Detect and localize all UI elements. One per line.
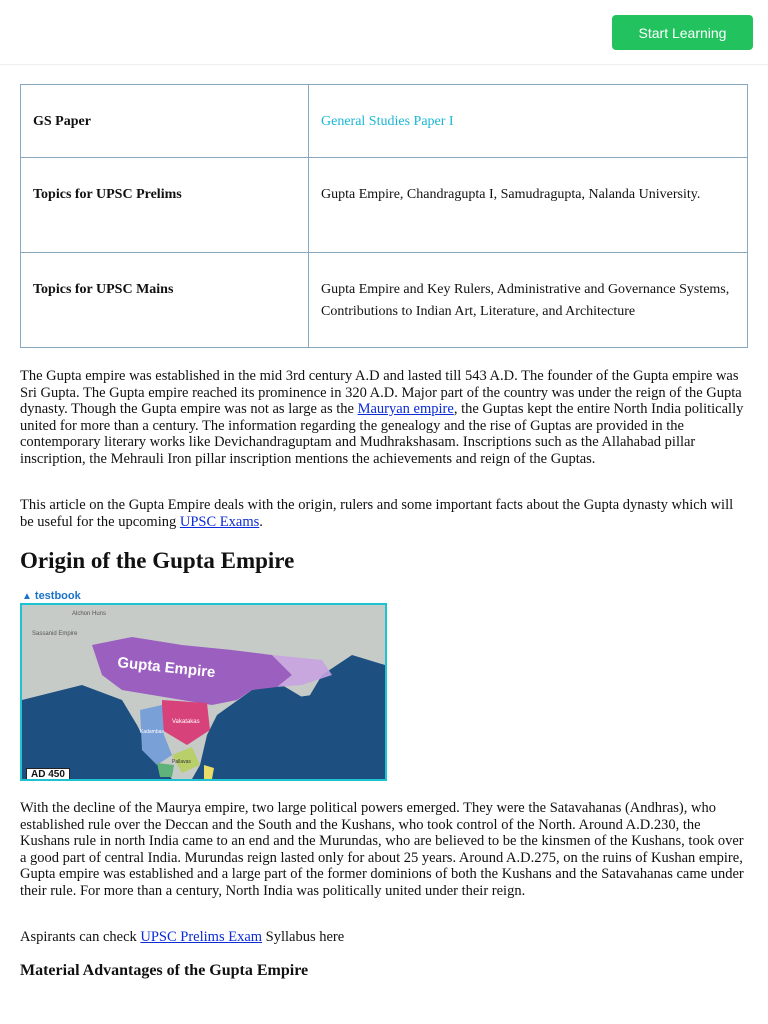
table-value (309, 85, 748, 158)
mauryan-empire-link[interactable]: Mauryan empire (357, 401, 454, 417)
prelims-text: Aspirants can check (20, 929, 141, 945)
top-bar (0, 0, 768, 65)
upsc-prelims-exam-link[interactable]: UPSC Prelims Exam (140, 929, 263, 945)
table-key: Topics for UPSC Prelims (21, 158, 309, 253)
table-key: GS Paper (21, 85, 309, 158)
table-key: Topics for UPSC Mains (21, 253, 309, 348)
article-scope-paragraph (20, 497, 748, 530)
syllabus-table (20, 84, 748, 348)
start-learning-button[interactable]: Start Learning (612, 15, 753, 50)
region-label: Sassanid Empire (32, 631, 78, 637)
region-label: Alchon Huns (72, 611, 107, 617)
gupta-empire-map (20, 590, 387, 781)
prelims-paragraph (20, 929, 748, 946)
brand-name: testbook (34, 590, 81, 602)
table-row (21, 158, 748, 253)
table-row (21, 85, 748, 158)
table-row (21, 253, 748, 348)
origin-paragraph: With the decline of the Maurya empire, two large political powers emerged. They were the Satavahanas (Andhras), who established rule over the Deccan and the South and the Kushans, who took control of the North. Around A.D.230, the Kushans rule in north India came to an end and the Murundas, who are believed to be the kinsmen of the Kushans, took over a good part of central India. Murundas reign lasted only for about 25 years. Around A.D.275, on the ruins of Kushan empire, Gupta empire was established and a large part of the former dominions of both the Kushans and the Satavahanas came under their rule. For more than a century, North India was politically united under their reign. (20, 800, 744, 899)
scope-text: This article on the Gupta Empire deals with the origin, rulers and some important facts about the Gupta dynasty which will be useful for the upcoming (20, 497, 734, 530)
gs-paper-link[interactable]: General Studies Paper I (321, 114, 454, 129)
map-title: Gupta Empire (116, 654, 217, 682)
table-value: Gupta Empire, Chandragupta I, Samudragupta, Nalanda University. (309, 158, 748, 253)
intro-paragraph (20, 368, 748, 467)
testbook-logo-icon: ▲ (22, 590, 32, 602)
era-label: AD 450 (26, 768, 70, 781)
upsc-exams-link[interactable]: UPSC Exams (179, 513, 260, 530)
intro-text: , the Guptas kept the entire North India politically united for more than a century. The information regarding the genealogy and the rise of Guptas are provided in the contemporary literary works like Devichandraguptam and Mudhrakshasam. Inscriptions such as the Allahabad pillar inscription, the Mehrauli Iron pillar inscription mentions the achievements and reign of the Guptas. (20, 401, 744, 467)
intro-text: The Gupta empire was established in the mid 3rd century A.D and lasted till 543 A.D. The founder of the Gupta empire was Sri Gupta. The Gupta empire reached its prominence in 320 A.D. Major part of the country was under the reign of the Gupta dynasty. Though the Gupta empire was not as large as the (20, 368, 742, 417)
region-label: Pallavas (172, 759, 191, 765)
table-value: Gupta Empire and Key Rulers, Administrative and Governance Systems, Contributions to Indian Art, Literature, and Architecture (309, 253, 748, 348)
subsection-heading: Material Advantages of the Gupta Empire (20, 962, 309, 979)
region-label: Kadambas (140, 729, 164, 735)
scope-text: . (259, 513, 263, 530)
map-illustration (22, 605, 385, 779)
prelims-text: Syllabus here (262, 929, 345, 945)
map-image (20, 603, 387, 781)
section-heading: Origin of the Gupta Empire (20, 548, 295, 573)
testbook-logo (22, 590, 81, 602)
region-label: Vakatakas (172, 719, 200, 725)
